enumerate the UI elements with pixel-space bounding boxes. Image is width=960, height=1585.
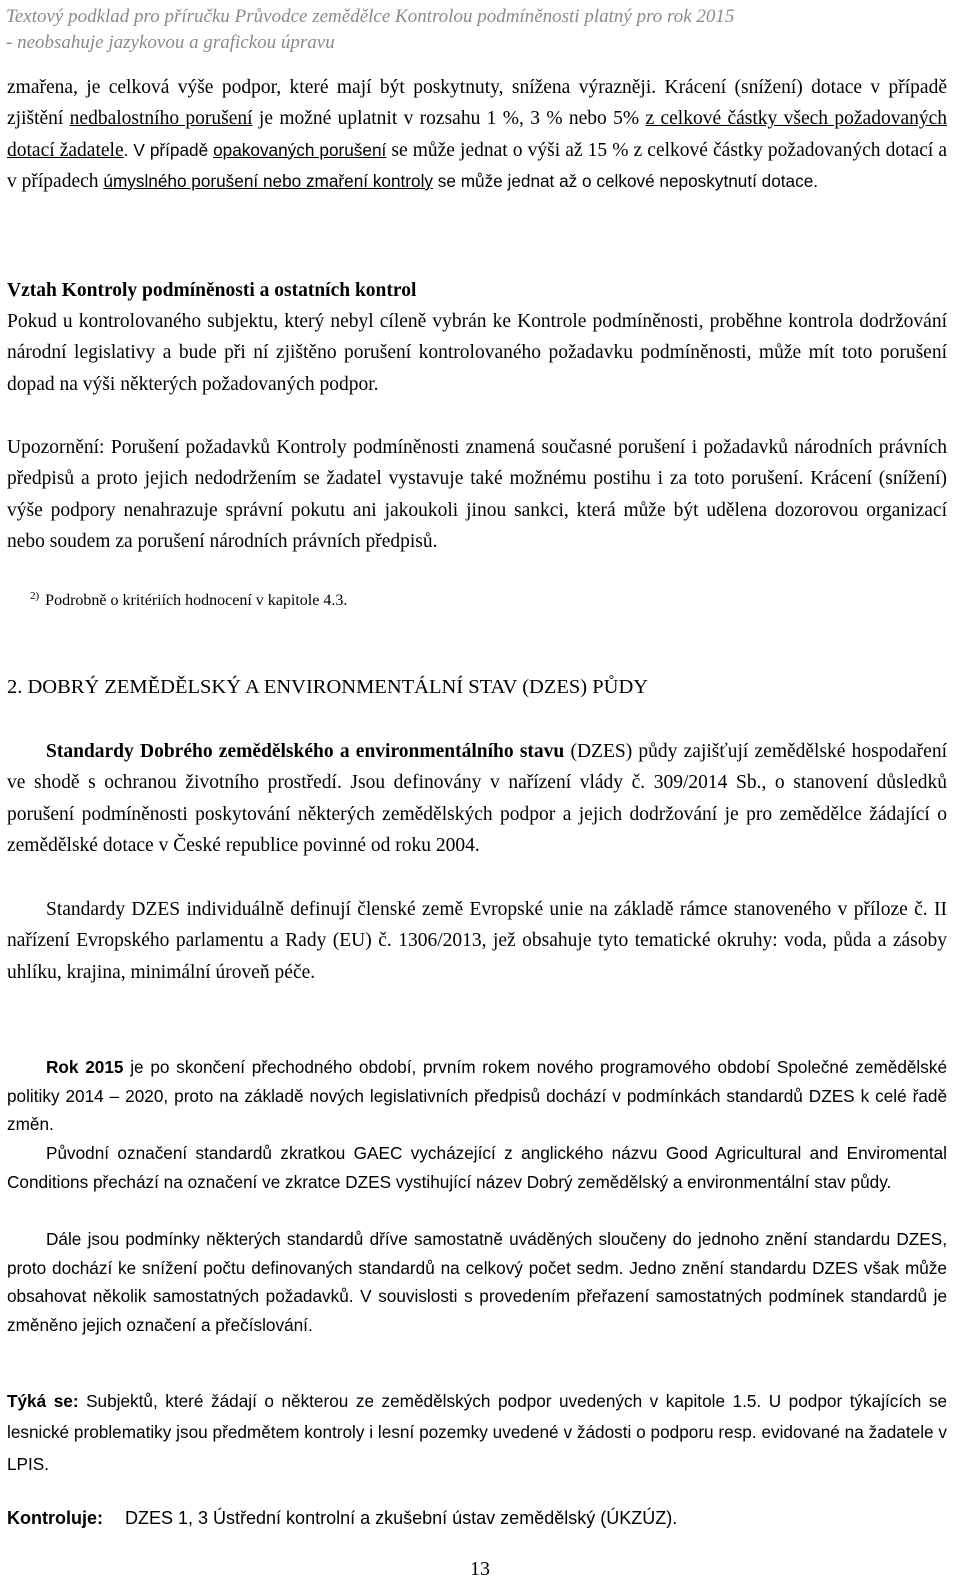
text-run: se může jednat o výši až 15 % z celkové částky požadovaných dotací a v případech: [7, 139, 948, 192]
footnote: [30, 590, 347, 610]
paragraph-dzes-definition: Standardy DZES individuálně definují členské země Evropské unie na základě rámce stanoveného v příloze č. II nařízení Evropského parlamentu a Rady (EU) č. 1306/2013, jež obsahuje tyto tematické okruhy: voda, půda a zásoby uhlíku, krajina, minimální úroveň péče.: [7, 899, 947, 983]
underlined-phrase: nedbalostního porušení: [69, 108, 253, 130]
paragraph-upozorneni: Upozornění: Porušení požadavků Kontroly podmíněnosti znamená současné porušení i požadavků národních právních předpisů a proto jejich nedodržením se žadatel vystavuje také možnému postihu i za toto porušení. Krácení (snížení) výše podpory nenahrazuje správní pokutu ani jakoukoli jinou sankci, která může být udělena dozorovou organizací nebo soudem za porušení národních právních předpisů.: [7, 437, 947, 552]
label-tyka-se: Týká se:: [7, 1391, 79, 1411]
bold-phrase: Rok 2015: [46, 1057, 124, 1077]
text-run: Subjektů, které žádají o některou ze zemědělských podpor uvedených v kapitole 1.5. U podpor týkajících se lesnické problematiky jsou předmětem kontroly i lesní pozemky uvedené v žádosti o podporu resp. evidované na žadatele v LPIS.: [7, 1391, 948, 1474]
kontroluje-value: DZES 1, 3 Ústřední kontrolní a zkušební ústav zemědělský (ÚKZÚZ).: [125, 1508, 678, 1528]
underlined-phrase: z celkové částky všech požadovaných dotací žadatele: [7, 108, 948, 161]
paragraph-slouceni: Dále jsou podmínky některých standardů dříve samostatně uváděných sloučeny do jednoho znění standardu DZES, proto dochází ke snížení počtu definovaných standardů na celkový počet sedm. Jedno znění standardu DZES však může obsahovat několik samostatných požadavků. V souvislosti s provedením přeřazení samostatných podmínek standardů je změněno jejich označení a přečíslování.: [7, 1229, 947, 1335]
underlined-phrase: opakovaných porušení: [213, 139, 387, 160]
text-run: se může jednat až o celkové neposkytnutí dotace.: [433, 170, 819, 191]
page-number: 13: [470, 1558, 490, 1580]
text-run: zmařena, je celková výše podpor, které mají být poskytnuty, snížena výrazněji. Krácení (snížení) dotace v případě zjištění: [7, 77, 947, 130]
text-run: je možné uplatnit v rozsahu 1 %, 3 % nebo 5%: [252, 108, 646, 130]
footnote-text: Podrobně o kritériích hodnocení v kapitole 4.3.: [45, 592, 348, 609]
running-header: [6, 4, 956, 56]
text-run: . V případě: [123, 139, 214, 160]
header-line-1: Textový podklad pro příručku Průvodce zemědělce Kontrolou podmíněnosti platný pro rok 2015: [6, 6, 735, 27]
text-run: je po skončení přechodného období, prvním rokem nového programového období Společné zemědělské politiky 2014 – 2020, proto na základě nových legislativních předpisů dochází v podmínkách standardů DZES k celé řadě změn.: [7, 1057, 947, 1134]
paragraph-tyka-se: [7, 1386, 947, 1480]
paragraph-gaec: Původní označení standardů zkratkou GAEC vycházející z anglického názvu Good Agricultural and Enviromental Conditions přechází na označení ve zkratce DZES vystihující název Dobrý zemědělský a environmentální stav půdy.: [7, 1143, 947, 1192]
paragraph-rok-2015: [7, 1053, 947, 1139]
kontroluje-line: [7, 1508, 677, 1529]
text-run: (DZES) půdy zajišťují zemědělské hospodaření ve shodě s ochranou životního prostředí. Jsou definovány v nařízení vlády č. 309/2014 Sb., o stanovení důsledků porušení podmíněnosti poskytování některých zemědělských podpor a jejich dodržování je pro zemědělce žádající o zemědělské dotace v České republice povinné od roku 2004.: [7, 741, 947, 856]
label-kontroluje: Kontroluje:: [7, 1508, 103, 1528]
underlined-phrase: úmyslného porušení nebo zmaření kontroly: [103, 170, 433, 191]
subheading-vztah: Vztah Kontroly podmíněnosti a ostatních kontrol: [7, 280, 417, 301]
bold-phrase: Standardy Dobrého zemědělského a environmentálního stavu: [46, 741, 565, 762]
paragraph-vztah: Pokud u kontrolovaného subjektu, který nebyl cíleně vybrán ke Kontrole podmíněnosti, proběhne kontrola dodržování národní legislativy a bude při ní zjištěno porušení kontrolovaného požadavku podmíněnosti, může mít toto porušení dopad na výši některých požadovaných podpor.: [7, 311, 947, 395]
paragraph-dzes-intro: [7, 736, 947, 861]
footnote-mark: 2): [30, 590, 40, 602]
paragraph-sanctions: [7, 72, 947, 197]
section-heading: 2. DOBRÝ ZEMĚDĚLSKÝ A ENVIRONMENTÁLNÍ STAV (DZES) PŮDY: [7, 676, 649, 698]
header-line-2: - neobsahuje jazykovou a grafickou úpravu: [6, 32, 335, 53]
